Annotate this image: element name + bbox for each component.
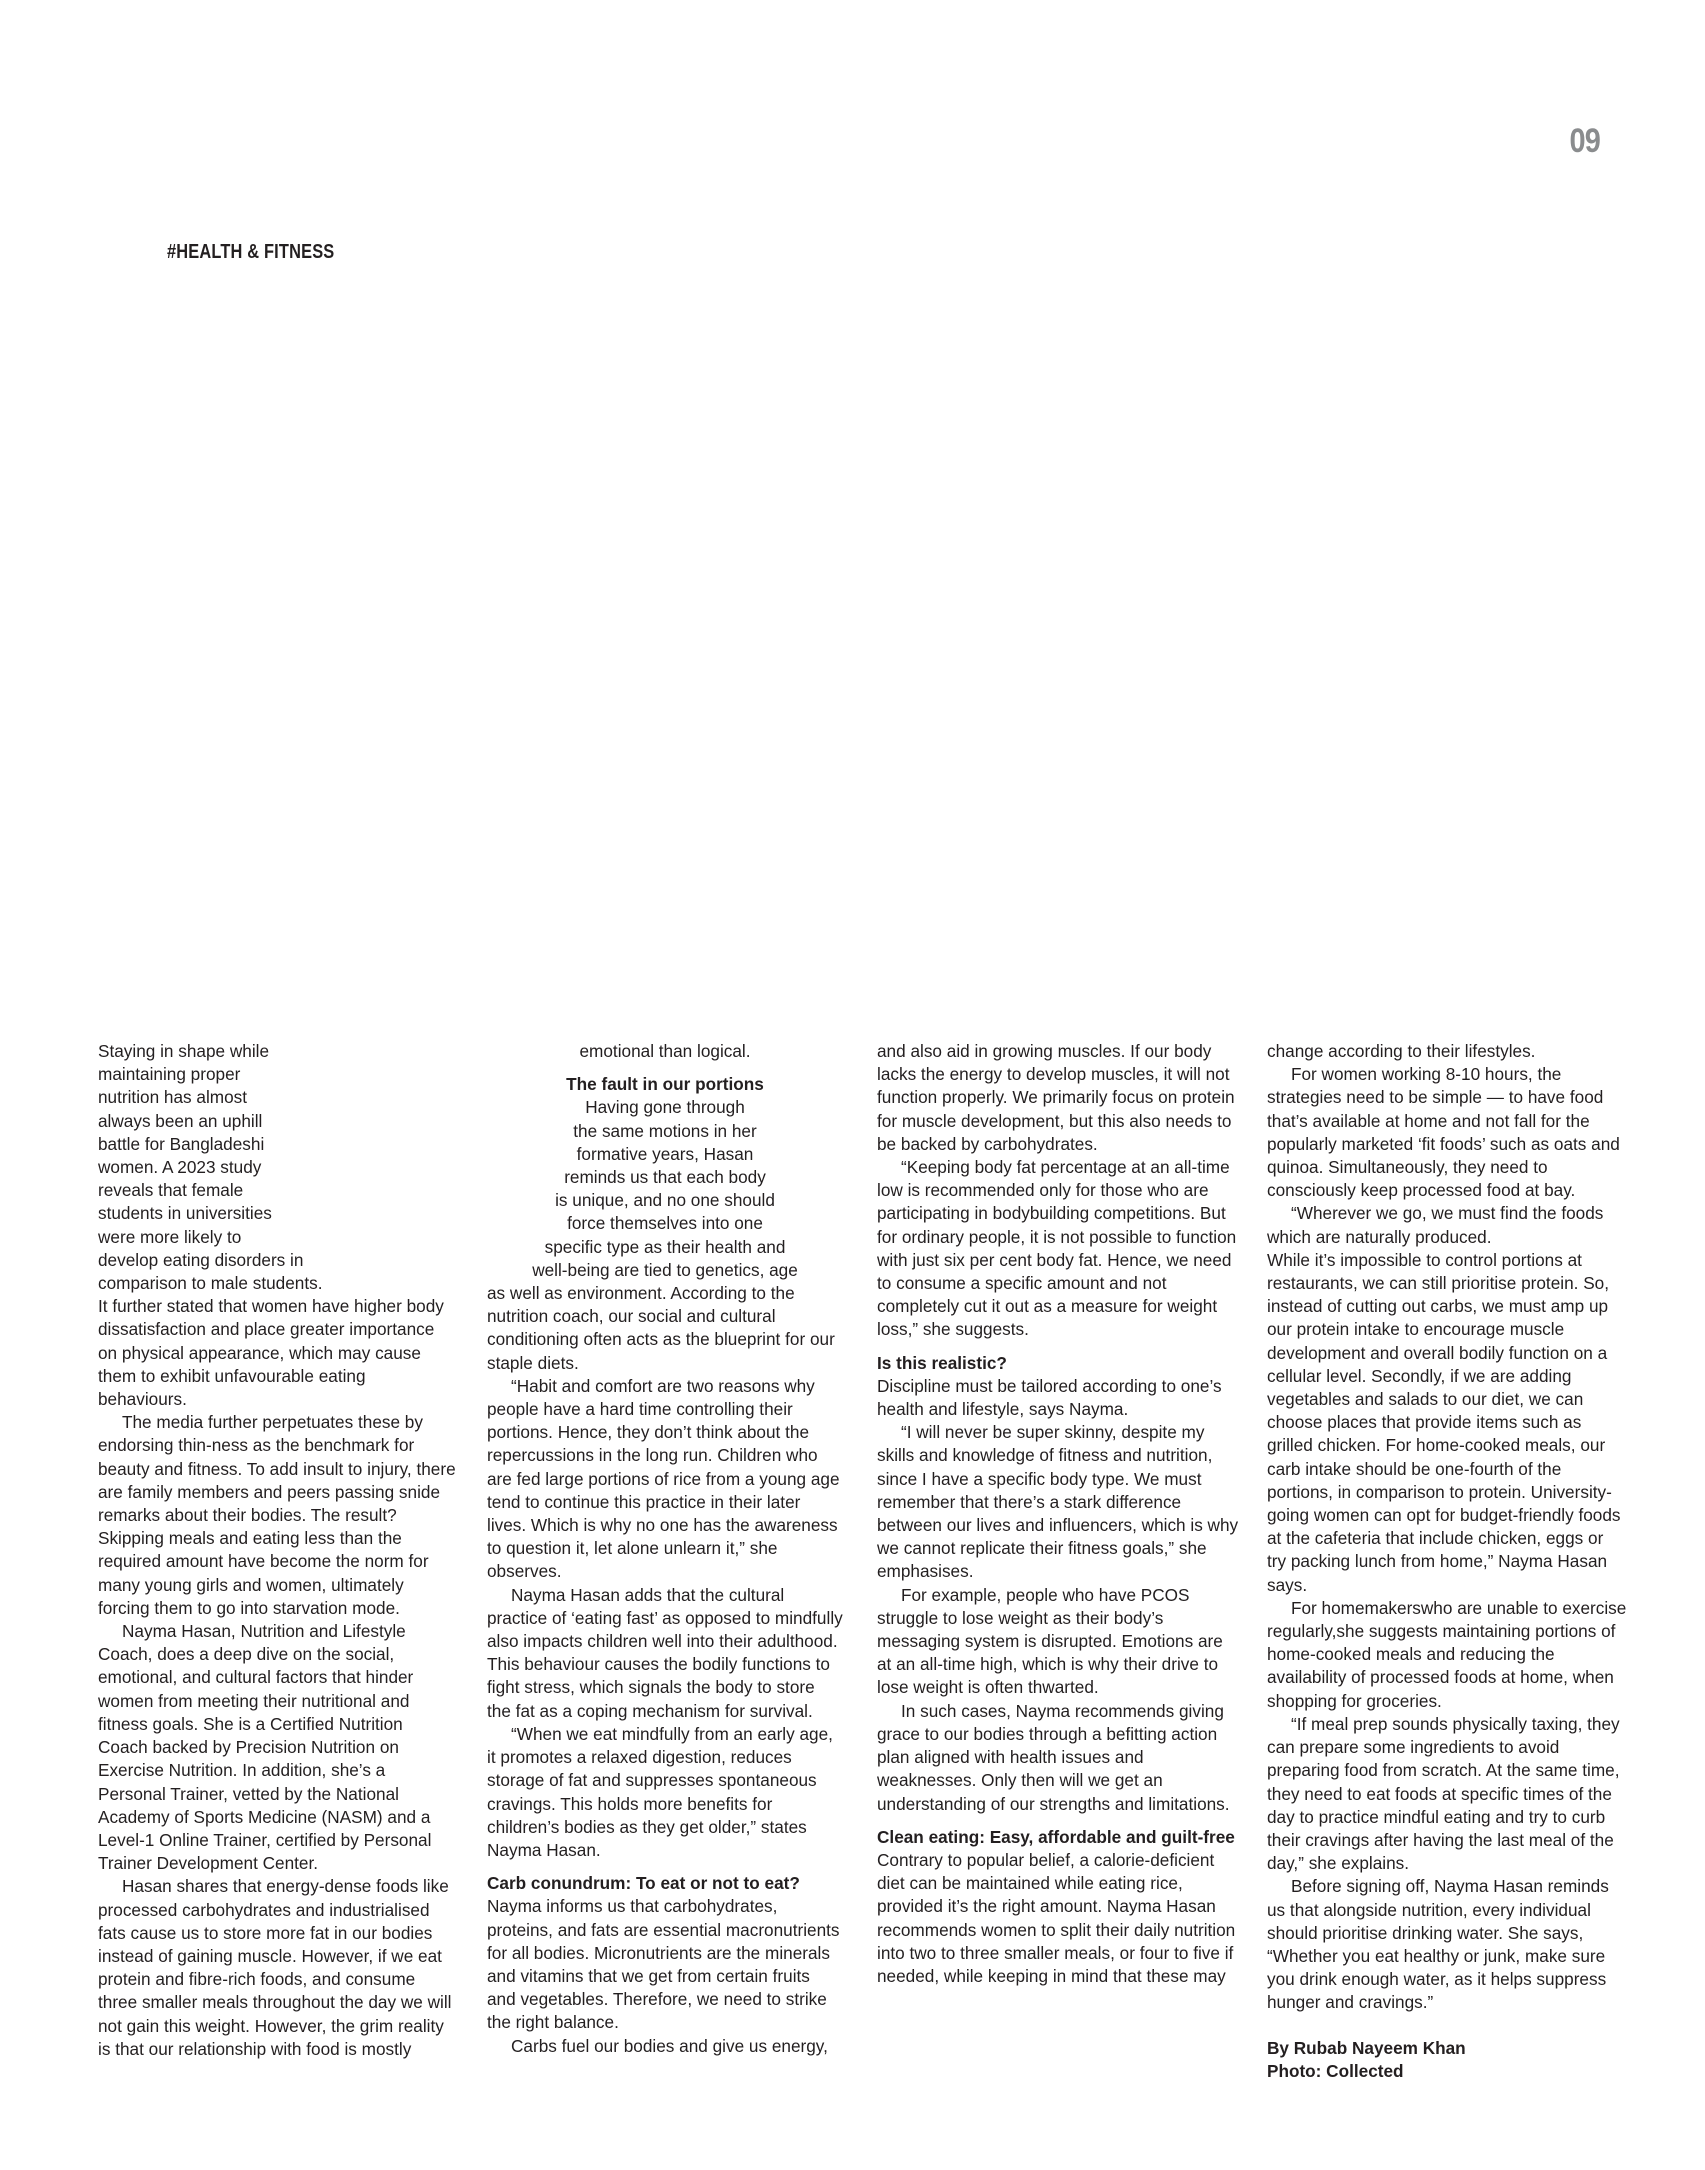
intro-line: develop eating disorders in: [98, 1249, 304, 1270]
paragraph: as well as environment. According to the nutrition coach, our social and cultural conditioning often acts as the blueprint for our staple diets.: [487, 1283, 835, 1373]
subheading: Carb conundrum: To eat or not to eat?: [487, 1873, 800, 1894]
paragraph: The media further perpetuates these by endorsing thin-ness as the benchmark for beauty and fitness. To add insult to injury, there are family members and peers passing snide remarks about their bodies. The result? Skipping meals and eating less than the required amount have become the norm for many young girls and women, ultimately forcing them to go into starvation mode.: [98, 1412, 456, 1618]
wrap-line: is unique, and no one should: [555, 1190, 775, 1211]
subheading: The fault in our portions: [566, 1074, 764, 1095]
paragraph: “When we eat mindfully from an early age, it promotes a relaxed digestion, reduces storage of fat and suppresses spontaneous cravings. This holds more benefits for children’s bodies as they get older,” states Nayma Hasan.: [487, 1723, 833, 1860]
intro-line: comparison to male students.: [98, 1273, 323, 1294]
wrap-line: force themselves into one: [567, 1213, 763, 1234]
intro-line: women. A 2023 study: [98, 1157, 262, 1178]
paragraph: Contrary to popular belief, a calorie-deficient diet can be maintained while eating rice, provided it’s the right amount. Nayma Hasan recommends women to split their daily nutrition into two to three smaller meals, or four to five if needed, while keeping in mind that these may: [877, 1849, 1236, 1986]
paragraph: Before signing off, Nayma Hasan reminds us that alongside nutrition, every individual should prioritise drinking water. She says, “Whether you eat healthy or junk, make sure you drink enough water, as it helps suppress hunger and cravings.”: [1267, 1876, 1609, 2013]
paragraph: Carbs fuel our bodies and give us energy,: [511, 2035, 828, 2056]
intro-line: battle for Bangladeshi: [98, 1133, 265, 1154]
paragraph: Nayma informs us that carbohydrates, proteins, and fats are essential macronutrients for all bodies. Micronutrients are the minerals and vitamins that we get from certain fruits and vegetables. Therefore, we need to strike the right balance.: [487, 1896, 840, 2033]
intro-line: nutrition has almost: [98, 1087, 248, 1108]
wrap-line: formative years, Hasan: [576, 1143, 754, 1164]
wrap-line: reminds us that each body: [564, 1167, 766, 1188]
paragraph: Hasan shares that energy-dense foods like processed carbohydrates and industrialised fats cause us to store more fat in our bodies instead of gaining muscle. However, if we eat protein and fibre-rich foods, and consume three smaller meals throughout the day we will not gain this weight. However, the grim reality is that our relationship with food is mostly: [98, 1876, 452, 2059]
intro-line: always been an uphill: [98, 1110, 263, 1131]
paragraph: change according to their lifestyles.: [1267, 1041, 1536, 1061]
article-column-1: [98, 1040, 456, 2061]
intro-wrap: [98, 1040, 456, 1295]
paragraph: For homemakerswho are unable to exercise regularly,she suggests maintaining portions of home-cooked meals and reducing the availability of processed foods at home, when shopping for groceries.: [1267, 1597, 1627, 1711]
wrap-text: [487, 1096, 843, 1282]
intro-line: students in universities: [98, 1203, 272, 1224]
paragraph: In such cases, Nayma recommends giving grace to our bodies through a befitting action plan aligned with health issues and weaknesses. Only then will we get an understanding of our strengths and limitations.: [877, 1700, 1230, 1814]
wrap-line: specific type as their health and: [544, 1236, 786, 1257]
page-number: 09: [1569, 122, 1600, 160]
paragraph: “If meal prep sounds physically taxing, they can prepare some ingredients to avoid preparing food from scratch. At the same time, they need to eat foods at specific times of the day to practice mindful eating and try to curb their cravings after having the last meal of the day,” she explains.: [1267, 1713, 1620, 1874]
wrap-line: the same motions in her: [573, 1120, 757, 1141]
paragraph: While it’s impossible to control portions at restaurants, we can still prioritise protein. So, instead of cutting out carbs, we must amp up our protein intake to encourage muscle development and overall bodily function on a cellular level. Secondly, if we are adding vegetables and salads to our diet, we can choose places that provide items such as grilled chicken. For home-cooked meals, our carb intake should be one-fourth of the portions, in comparison to protein. University-going women can opt for budget-friendly foods at the cafeteria that include chicken, eggs or try packing lunch from home,” Nayma Hasan says.: [1267, 1249, 1621, 1595]
paragraph: and also aid in growing muscles. If our body lacks the energy to develop muscles, it will not function properly. We primarily focus on protein for muscle development, but this also needs to be backed by carbohydrates.: [877, 1041, 1235, 1154]
photo-credit: Photo: Collected: [1267, 2060, 1404, 2081]
article-column-2: [487, 1040, 843, 2058]
subheading: Is this realistic?: [877, 1352, 1007, 1373]
paragraph: “I will never be super skinny, despite my skills and knowledge of fitness and nutrition, since I have a specific body type. We must remember that there’s a stark difference between our lives and influencers, which is why we cannot replicate their fitness goals,” she emphasises.: [877, 1422, 1239, 1582]
article-column-3: [877, 1040, 1239, 1988]
subheading: Clean eating: Easy, affordable and guilt-free: [877, 1826, 1235, 1847]
paragraph: Nayma Hasan adds that the cultural practice of ‘eating fast’ as opposed to mindfully also impacts children well into their adulthood. This behaviour causes the bodily functions to fight stress, which signals the body to store the fat as a coping mechanism for survival.: [487, 1584, 843, 1721]
paragraph: Discipline must be tailored according to one’s health and lifestyle, says Nayma.: [877, 1375, 1222, 1420]
byline: By Rubab Nayeem Khan: [1267, 2037, 1466, 2058]
paragraph: “Habit and comfort are two reasons why people have a hard time controlling their portions. Hence, they don’t think about the repercussions in the long run. Children who are fed large portions of rice from a young age tend to continue this practice in their later lives. Which is why no one has the awareness to question it, let alone unlearn it,” she observes.: [487, 1375, 840, 1582]
paragraph: Nayma Hasan, Nutrition and Lifestyle Coach, does a deep dive on the social, emotional, and cultural factors that hinder women from meeting their nutritional and fitness goals. She is a Certified Nutrition Coach backed by Precision Nutrition on Exercise Nutrition. In addition, she’s a Personal Trainer, vetted by the National Academy of Sports Medicine (NASM) and a Level-1 Online Trainer, certified by Personal Trainer Development Center.: [98, 1621, 432, 1874]
paragraph: It further stated that women have higher body dissatisfaction and place greater importance on physical appearance, which may cause them to exhibit unfavourable eating behaviours.: [98, 1296, 444, 1410]
paragraph: For women working 8-10 hours, the strategies need to be simple — to have food that’s available at home and not fall for the popularly marketed ‘fit foods’ such as oats and quinoa. Simultaneously, they need to consciously keep processed food at bay.: [1267, 1064, 1620, 1201]
wrap-line: Having gone through: [585, 1097, 745, 1118]
wrap-line: well-being are tied to genetics, age: [532, 1259, 798, 1280]
article-column-4: [1267, 1040, 1627, 2083]
paragraph: emotional than logical.: [579, 1041, 751, 1061]
section-tag: #HEALTH & FITNESS: [167, 241, 335, 263]
intro-line: reveals that female: [98, 1180, 244, 1201]
paragraph: “Wherever we go, we must find the foods which are naturally produced.: [1267, 1203, 1604, 1247]
paragraph: For example, people who have PCOS struggle to lose weight as their body’s messaging system is disrupted. Emotions are at an all-time high, which is why their drive to lose weight is often thwarted.: [877, 1584, 1223, 1698]
paragraph: “Keeping body fat percentage at an all-time low is recommended only for those who are participating in bodybuilding competitions. But for ordinary people, it is not possible to function with just six per cent body fat. Hence, we need to consume a specific amount and not completely cut it out as a measure for weight loss,” she suggests.: [877, 1157, 1237, 1340]
intro-line: maintaining proper: [98, 1064, 241, 1085]
intro-line: Staying in shape while: [98, 1041, 270, 1061]
intro-line: were more likely to: [98, 1226, 242, 1247]
